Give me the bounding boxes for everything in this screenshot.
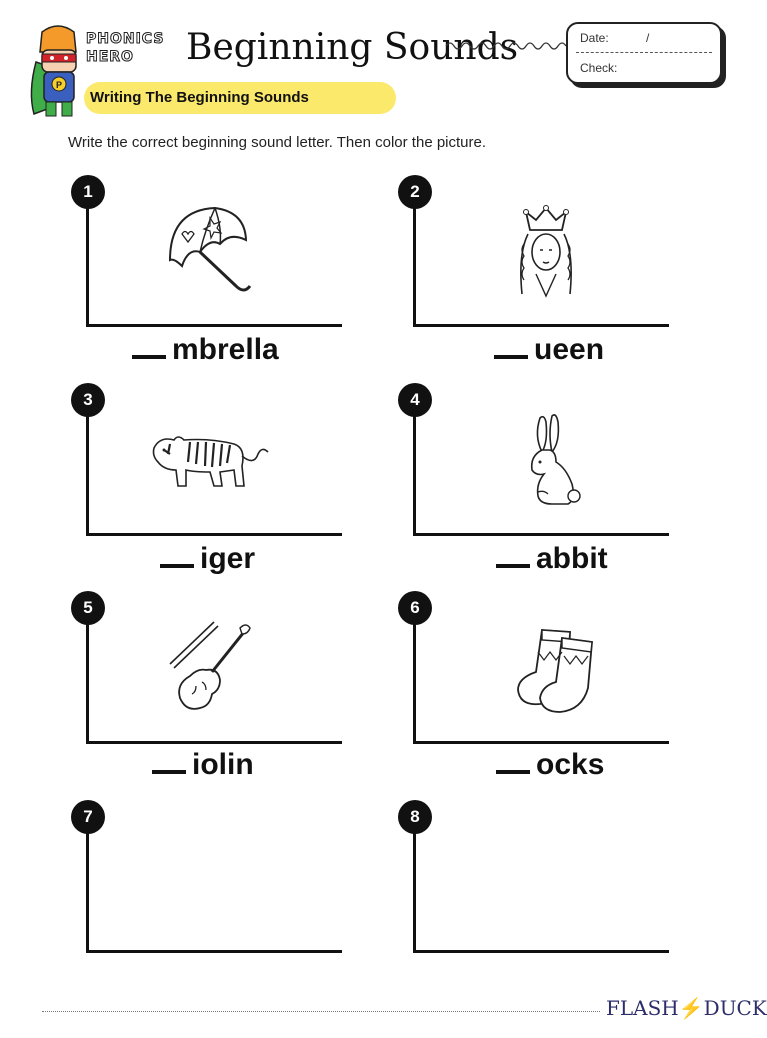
rabbit-icon <box>522 412 584 508</box>
phonics-hero-mascot-icon <box>28 22 90 118</box>
item-number-badge: 6 <box>398 591 432 625</box>
answer-blank[interactable] <box>152 748 186 774</box>
item-number-badge: 2 <box>398 175 432 209</box>
answer-blank[interactable] <box>132 333 166 359</box>
item-number-badge: 3 <box>71 383 105 417</box>
item-word <box>132 333 279 367</box>
item-frame-horizontal <box>86 741 342 744</box>
violin-icon <box>166 618 254 716</box>
answer-blank[interactable] <box>160 542 194 568</box>
queen-icon <box>510 204 582 300</box>
page-title: Beginning Sounds <box>186 27 519 68</box>
answer-blank[interactable] <box>496 748 530 774</box>
subtitle: Writing The Beginning Sounds <box>90 89 309 106</box>
decorative-squiggle <box>446 38 568 54</box>
item-word <box>160 542 255 576</box>
date-slash: / <box>646 31 650 45</box>
item-number-badge: 7 <box>71 800 105 834</box>
item-frame-horizontal <box>413 533 669 536</box>
item-number-badge: 1 <box>71 175 105 209</box>
word-ending: ocks <box>536 748 605 781</box>
flashduck-logo <box>606 996 767 1020</box>
item-word <box>496 748 604 782</box>
date-label: Date: <box>580 31 609 45</box>
word-ending: mbrella <box>172 333 279 366</box>
lightning-bolt-icon: ⚡ <box>678 996 704 1020</box>
umbrella-icon <box>160 200 256 300</box>
item-frame-vertical <box>86 205 89 327</box>
item-frame-vertical <box>413 413 416 536</box>
brand-logo-line1: PHONICS <box>86 31 165 47</box>
answer-blank[interactable] <box>496 542 530 568</box>
check-label: Check: <box>580 61 618 75</box>
item-frame-vertical <box>413 205 416 327</box>
item-word <box>494 333 604 367</box>
date-divider <box>576 52 712 53</box>
socks-icon <box>512 624 596 716</box>
item-number-badge: 8 <box>398 800 432 834</box>
item-frame-horizontal <box>413 324 669 327</box>
tiger-icon <box>150 430 272 494</box>
date-check-box <box>566 22 722 84</box>
item-frame-vertical <box>413 830 416 953</box>
answer-blank[interactable] <box>494 333 528 359</box>
word-ending: abbit <box>536 542 608 575</box>
footer-divider <box>42 1011 600 1012</box>
item-frame-horizontal <box>86 324 342 327</box>
item-word <box>152 748 254 782</box>
word-ending: iger <box>200 542 256 575</box>
instructions: Write the correct beginning sound letter. Then color the picture. <box>68 134 487 151</box>
word-ending: iolin <box>192 748 254 781</box>
item-frame-horizontal <box>413 741 669 744</box>
brand-logo-line2: HERO <box>86 49 134 65</box>
item-frame-vertical <box>86 621 89 744</box>
item-frame-horizontal <box>86 533 342 536</box>
logo-text-left: FLASH <box>606 996 679 1020</box>
item-number-badge: 4 <box>398 383 432 417</box>
svg-text:P: P <box>56 80 63 90</box>
word-ending: ueen <box>534 333 605 366</box>
item-frame-vertical <box>86 830 89 953</box>
logo-text-right: DUCK <box>703 996 767 1020</box>
item-frame-vertical <box>86 413 89 536</box>
item-number-badge: 5 <box>71 591 105 625</box>
item-frame-horizontal <box>86 950 342 953</box>
item-frame-vertical <box>413 621 416 744</box>
item-frame-horizontal <box>413 950 669 953</box>
item-word <box>496 542 608 576</box>
